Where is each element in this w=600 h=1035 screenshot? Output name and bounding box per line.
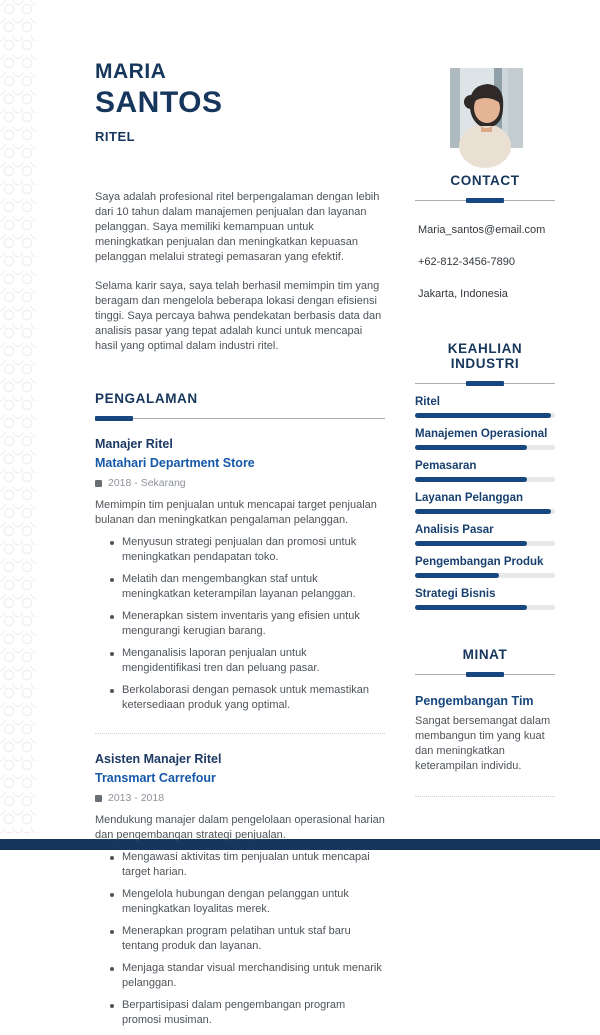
skill-item xyxy=(415,396,555,418)
contact-email: Maria_santos@email.com xyxy=(418,224,546,236)
skill-label: Manajemen Operasional xyxy=(415,428,548,440)
contact-location: Jakarta, Indonesia xyxy=(418,288,508,300)
skill-bar-fill xyxy=(415,541,527,546)
divider-accent xyxy=(95,416,133,421)
interest-separator xyxy=(415,796,555,797)
left-column xyxy=(95,164,385,1035)
contact-section xyxy=(415,164,555,310)
interest-item xyxy=(415,694,555,774)
job-separator xyxy=(95,733,385,734)
job-bullet-list xyxy=(95,850,385,1028)
job-entry xyxy=(95,752,385,1028)
job-bullet: Berpartisipasi dalam pengembangan program promosi musiman. xyxy=(95,998,385,1028)
job-bullet: Mengelola hubungan dengan pelanggan untuk meningkatkan loyalitas merek. xyxy=(95,887,385,917)
job-bullet-list xyxy=(95,535,385,713)
job-company: Matahari Department Store xyxy=(95,456,255,470)
skill-bar-fill xyxy=(415,477,527,482)
skill-bar-track xyxy=(415,573,555,578)
experience-section-title: PENGALAMAN xyxy=(95,391,198,406)
skill-item xyxy=(415,556,555,578)
skill-bar-track xyxy=(415,413,555,418)
resume-page xyxy=(95,60,555,1035)
body-columns xyxy=(95,164,555,1035)
skill-bar-fill xyxy=(415,509,551,514)
skill-label: Pemasaran xyxy=(415,460,477,472)
job-period-text: 2018 - Sekarang xyxy=(108,477,186,489)
calendar-icon xyxy=(95,480,102,487)
skill-bar-track xyxy=(415,509,555,514)
name-block xyxy=(95,60,222,144)
job-bullet: Melatih dan mengembangkan staf untuk meningkatkan keterampilan layanan pelanggan. xyxy=(95,572,385,602)
section-divider xyxy=(415,198,555,203)
job-description: Memimpin tim penjualan untuk mencapai target penjualan bulanan dan meningkatkan pengalaman pelanggan. xyxy=(95,499,377,526)
job-period-text: 2013 - 2018 xyxy=(108,792,165,804)
skill-bar-track xyxy=(415,445,555,450)
skill-list xyxy=(415,396,555,610)
skill-bar-track xyxy=(415,477,555,482)
job-period xyxy=(95,792,385,804)
contact-phone: +62-812-3456-7890 xyxy=(418,256,515,268)
section-divider xyxy=(415,381,555,386)
skill-bar-fill xyxy=(415,413,551,418)
divider-accent xyxy=(466,672,504,677)
job-bullet: Menganalisis laporan penjualan untuk mengidentifikasi tren dan peluang pasar. xyxy=(95,646,385,676)
decorative-side-pattern xyxy=(0,0,36,833)
skill-item xyxy=(415,588,555,610)
skill-label: Ritel xyxy=(415,396,440,408)
skill-label: Pengembangan Produk xyxy=(415,556,544,568)
job-period xyxy=(95,477,385,489)
interests-section-title: MINAT xyxy=(462,647,508,662)
interest-description: Sangat bersemangat dalam membangun tim yang kuat dan meningkatkan keterampilan individu. xyxy=(415,715,551,772)
job-description: Mendukung manajer dalam pengelolaan operasional harian dan pengembangan strategi penjualan. xyxy=(95,814,385,841)
divider-accent xyxy=(466,198,504,203)
last-name: SANTOS xyxy=(95,86,223,119)
job-title: Asisten Manajer Ritel xyxy=(95,752,222,766)
skill-label: Layanan Pelanggan xyxy=(415,492,524,504)
skill-bar-fill xyxy=(415,573,499,578)
header xyxy=(95,60,555,148)
job-bullet: Menjaga standar visual merchandising untuk menarik pelanggan. xyxy=(95,961,385,991)
right-column xyxy=(415,164,555,1035)
skill-bar-track xyxy=(415,605,555,610)
skill-bar-track xyxy=(415,541,555,546)
job-bullet: Berkolaborasi dengan pemasok untuk memastikan ketersediaan produk yang optimal. xyxy=(95,683,385,713)
first-name: MARIA xyxy=(95,60,167,83)
skill-label: Strategi Bisnis xyxy=(415,588,496,600)
job-company: Transmart Carrefour xyxy=(95,771,216,785)
profile-photo-illustration xyxy=(450,68,523,148)
skill-item xyxy=(415,460,555,482)
skill-item xyxy=(415,428,555,450)
calendar-icon xyxy=(95,795,102,802)
skills-section-title: KEAHLIAN INDUSTRI xyxy=(447,341,523,371)
section-divider xyxy=(95,416,385,421)
skill-bar-fill xyxy=(415,445,527,450)
job-bullet: Menerapkan program pelatihan untuk staf baru tentang produk dan layanan. xyxy=(95,924,385,954)
skill-label: Analisis Pasar xyxy=(415,524,494,536)
profile-photo xyxy=(450,68,523,148)
section-divider xyxy=(415,672,555,677)
contact-section-title: CONTACT xyxy=(450,173,520,188)
job-entry xyxy=(95,437,385,713)
job-title: Manajer Ritel xyxy=(95,437,173,451)
summary-paragraph-2: Selama karir saya, saya telah berhasil memimpin tim yang beragam dan mengelola beberapa lokasi dengan efisiensi tinggi. Saya percaya bahwa pendekatan berbasis data dan analisis pasar yang tepat adalah kunci untuk mencapai hasil yang optimal dalam industri ritel. xyxy=(95,280,382,352)
interests-section xyxy=(415,647,555,797)
role-title: RITEL xyxy=(95,129,136,144)
job-bullet: Mengawasi aktivitas tim penjualan untuk mencapai target harian. xyxy=(95,850,385,880)
job-bullet: Menerapkan sistem inventaris yang efisien untuk mengurangi kerugian barang. xyxy=(95,609,385,639)
skills-section xyxy=(415,341,555,610)
divider-accent xyxy=(466,381,504,386)
job-bullet: Menyusun strategi penjualan dan promosi untuk meningkatkan pendapatan toko. xyxy=(95,535,385,565)
skill-bar-fill xyxy=(415,605,527,610)
profile-summary xyxy=(95,190,385,354)
interest-label: Pengembangan Tim xyxy=(415,694,534,708)
contact-items xyxy=(415,214,555,310)
skill-item xyxy=(415,524,555,546)
skill-item xyxy=(415,492,555,514)
experience-section xyxy=(95,391,385,1028)
summary-paragraph-1: Saya adalah profesional ritel berpengalaman dengan lebih dari 10 tahun dalam manajemen penjualan dan layanan pelanggan. Saya memiliki kemampuan untuk meningkatkan penjualan dan meningkatkan kepuasan pelanggan melalui strategi pemasaran yang efektif. xyxy=(95,191,380,263)
